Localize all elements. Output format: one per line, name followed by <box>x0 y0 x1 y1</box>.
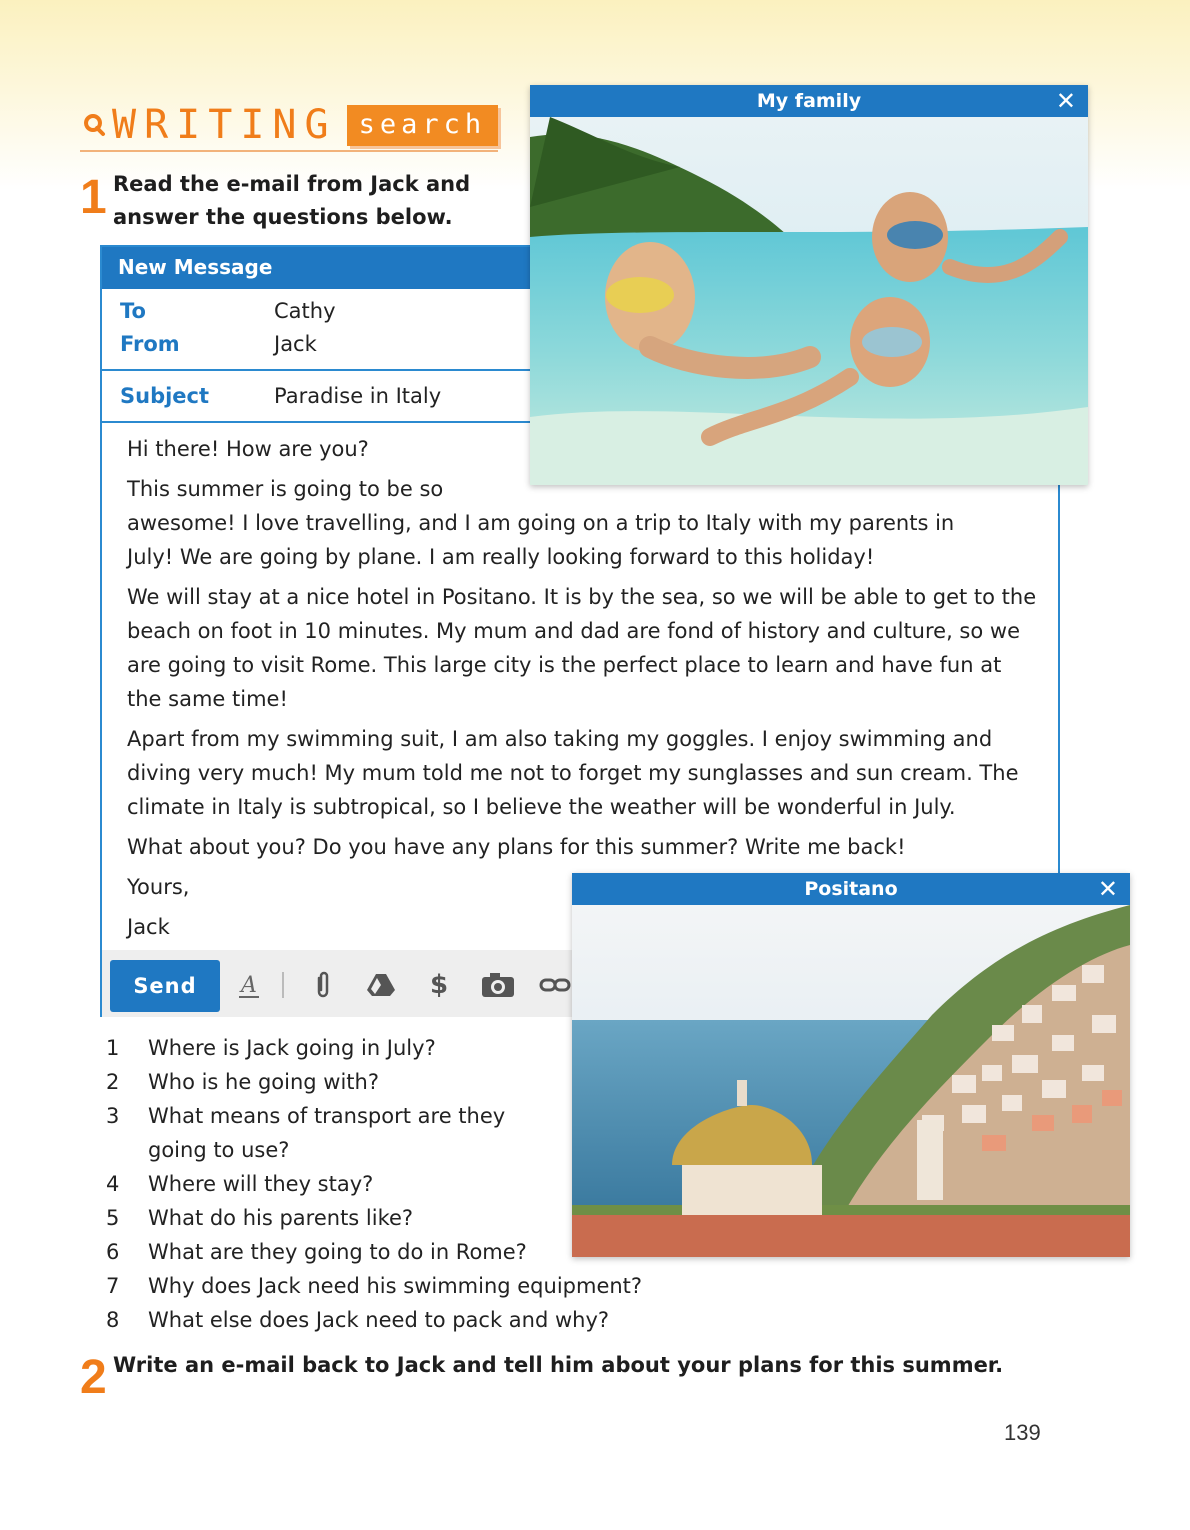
email-greeting: Hi there! How are you? <box>127 437 369 461</box>
from-label: From <box>120 332 180 356</box>
family-photo-title <box>530 85 1088 117</box>
email-paragraph: awesome! I love travelling, and I am going on a trip to Italy with my parents in July! We are going by plane. I am really looking forward to this holiday! <box>127 511 955 569</box>
list-item <box>106 1031 706 1065</box>
camera-icon[interactable] <box>480 968 516 1002</box>
question-number: 1 <box>106 1036 120 1060</box>
question-text: What means of transport are they <box>148 1104 506 1128</box>
question-text: What else does Jack need to pack and why? <box>148 1308 610 1332</box>
email-header-title: New Message <box>118 255 273 279</box>
attach-icon[interactable] <box>308 968 338 1002</box>
email-signature: Jack <box>127 915 170 939</box>
task-instruction-line: Read the e-mail from Jack and <box>113 172 471 196</box>
list-item <box>106 1235 706 1269</box>
email-paragraph: What about you? Do you have any plans for this summer? Write me back! <box>127 835 906 859</box>
to-label: To <box>120 299 146 323</box>
family-photo-title-text: My family <box>756 90 862 112</box>
question-number: 7 <box>106 1274 120 1298</box>
close-icon[interactable]: ✕ <box>1097 875 1118 903</box>
task-instruction-line: answer the questions below. <box>113 205 453 229</box>
send-button[interactable]: Send <box>110 960 220 1012</box>
email-paragraph: We will stay at a nice hotel in Positano. It is by the sea, so we will be able to get to the beach on foot in 10 minutes. My mum and dad are fond of history and culture, so we are going to visit Rome. This large city is the perfect place to learn and have fun at the same time! <box>127 585 1037 711</box>
toolbar-separator <box>280 968 286 1002</box>
heading-tag: search <box>347 105 499 146</box>
email-paragraph: This summer is going to be so <box>127 477 444 501</box>
question-number: 2 <box>106 1070 120 1094</box>
subject-label: Subject <box>120 384 210 408</box>
list-item <box>106 1303 706 1337</box>
question-number: 3 <box>106 1104 120 1128</box>
task-instruction: Write an e-mail back to Jack and tell him about your plans for this summer. <box>113 1353 1004 1377</box>
list-item <box>106 1065 706 1099</box>
list-item <box>106 1099 706 1133</box>
page-number: 139 <box>1004 1420 1041 1445</box>
task-number: 1 <box>80 171 107 224</box>
questions-list <box>106 1031 706 1337</box>
subject-field[interactable]: Paradise in Italy <box>274 384 442 408</box>
question-number-spacer <box>106 1133 148 1167</box>
question-number: 5 <box>106 1206 120 1230</box>
close-icon[interactable]: ✕ <box>1055 87 1076 115</box>
task-number: 2 <box>80 1351 107 1404</box>
drive-icon[interactable] <box>364 968 398 1002</box>
family-photo <box>530 117 1088 485</box>
to-field[interactable]: Cathy <box>274 299 336 323</box>
question-text: Why does Jack need his swimming equipment? <box>148 1274 643 1298</box>
email-closing: Yours, <box>127 875 190 899</box>
positano-photo-title-text: Positano <box>804 878 898 900</box>
search-icon <box>80 112 106 138</box>
list-item <box>106 1167 706 1201</box>
list-item <box>106 1269 706 1303</box>
positano-photo-title <box>572 873 1130 905</box>
format-text-icon[interactable] <box>234 968 264 1002</box>
list-item <box>106 1133 706 1167</box>
list-item <box>106 1201 706 1235</box>
task-instruction <box>113 168 470 234</box>
question-text: Where will they stay? <box>148 1172 374 1196</box>
family-photo-window <box>530 85 1088 485</box>
dollar-icon[interactable]: $ <box>429 970 449 1000</box>
section-heading <box>80 100 498 152</box>
question-text: Who is he going with? <box>148 1070 379 1094</box>
question-number: 8 <box>106 1308 120 1332</box>
question-text: What do his parents like? <box>148 1206 414 1230</box>
question-text: Where is Jack going in July? <box>148 1036 436 1060</box>
question-text: going to use? <box>148 1138 290 1162</box>
email-divider <box>102 369 532 371</box>
svg-text:A: A <box>241 973 257 998</box>
question-text: What are they going to do in Rome? <box>148 1240 527 1264</box>
link-icon[interactable] <box>538 968 572 1002</box>
question-number: 6 <box>106 1240 120 1264</box>
question-number: 4 <box>106 1172 120 1196</box>
email-divider <box>102 421 532 423</box>
heading-title: WRITING <box>112 102 337 148</box>
email-paragraph: Apart from my swimming suit, I am also taking my goggles. I enjoy swimming and diving very much! My mum told me not to forget my sunglasses and sun cream. The climate in Italy is subtropical, so I believe the weather will be wonderful in July. <box>127 727 1019 819</box>
from-field[interactable]: Jack <box>274 332 317 356</box>
